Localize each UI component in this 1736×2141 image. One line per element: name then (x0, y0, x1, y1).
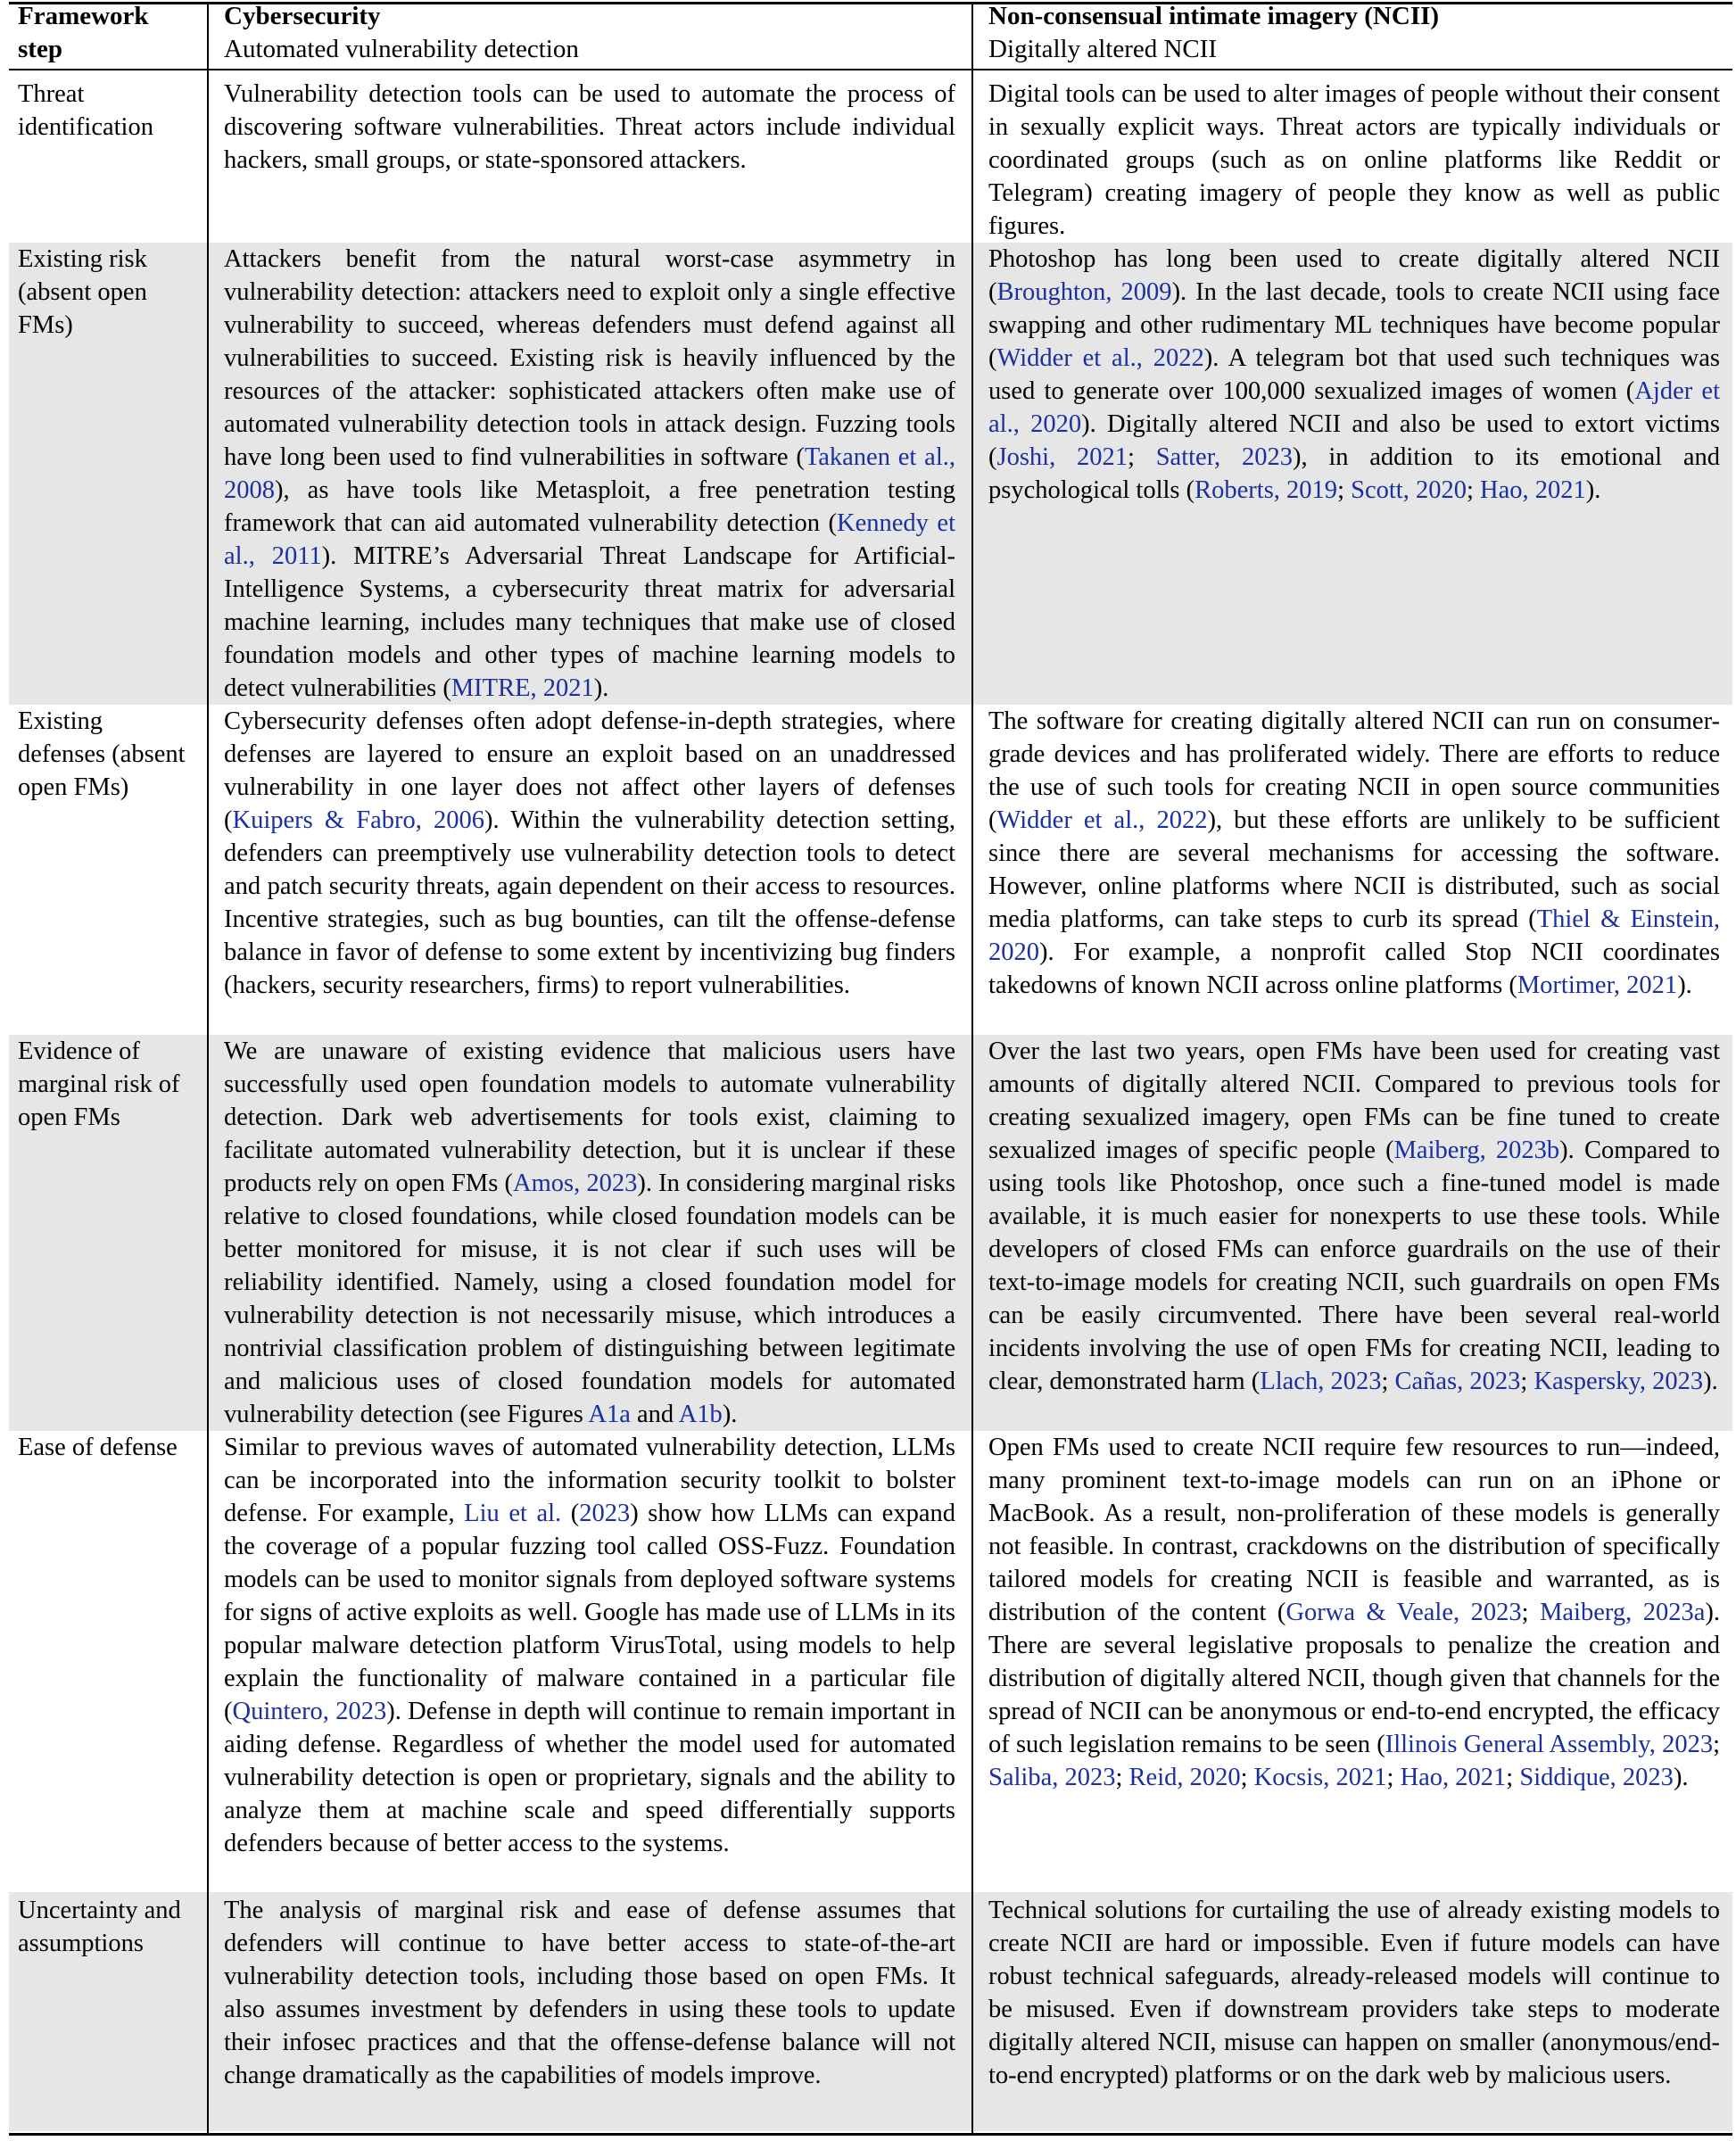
body-text: ) show how LLMs can expand the coverage of a popular fuzzing tool called OSS-Fuzz. Foundation models can be used to monitor signals from deployed software systems for signs of active exploits as well. Google has made use of LLMs in its popular malware detection platform VirusTotal, using models to help explain the functionality of malware contained in a particular file ( (224, 1500, 955, 1725)
row-step-uncertainty: Uncertainty and assumptions (18, 1897, 181, 1957)
row-cyber-threat-identification (224, 78, 955, 177)
column-separator-1 (207, 4, 209, 2133)
column-separator-2 (971, 4, 973, 2133)
body-text: ; (1240, 1764, 1254, 1791)
body-text: Vulnerability detection tools can be used to automate the process of discovering software vulnerabilities. Threat actors include individual hackers, small groups, or state-sponsored attackers. (224, 80, 955, 174)
row-ncii-evidence-marginal-risk (988, 1035, 1720, 1398)
citation-link[interactable]: A1a (588, 1401, 631, 1428)
citation-link[interactable]: A1b (678, 1401, 723, 1428)
citation-link[interactable]: Illinois General Assembly, 2023 (1385, 1731, 1714, 1758)
header-ncii-subtitle: Digitally altered NCII (988, 35, 1218, 63)
body-text: ; (1128, 443, 1156, 471)
row-ncii-ease-of-defense (988, 1431, 1720, 1794)
citation-link[interactable]: Quintero, 2023 (232, 1698, 387, 1725)
header-cybersecurity (224, 0, 955, 66)
row-ncii-existing-defenses (988, 705, 1720, 1002)
body-text: ). (1677, 971, 1692, 999)
row-step-ease-of-defense: Ease of defense (18, 1434, 178, 1461)
citation-link[interactable]: MITRE, 2021 (451, 674, 594, 702)
body-text: Photoshop has long been used to create digitally altered NCII ( (988, 245, 1720, 306)
row-ncii-uncertainty (988, 1894, 1720, 2092)
header-rule (9, 69, 1732, 70)
citation-link[interactable]: Siddique, 2023 (1519, 1764, 1674, 1791)
body-text: ). Digitally altered NCII and also be used to extort victims ( (988, 410, 1720, 471)
row-ncii-existing-risk (988, 243, 1720, 507)
body-text: Digital tools can be used to alter images of people without their consent in sexually explicit ways. Threat actors are typically individuals or coordinated groups (such as on online platforms like Reddit or Telegram) creating imagery of people they know as well as public figures. (988, 80, 1720, 240)
body-text: ). Compared to using tools like Photoshop, once such a fine-tuned model is made available, it is much easier for nonexperts to use these tools. While developers of closed FMs can enforce guardrails on the use of their text-to-image models for creating NCII, such guardrails on open FMs can be easily circumvented. There have been several real-world incidents involving the use of open FMs for creating NCII, leading to clear, demonstrated harm ( (988, 1137, 1720, 1395)
header-ncii (988, 0, 1720, 66)
body-text: ). (1585, 476, 1601, 504)
citation-link[interactable]: Reid, 2020 (1128, 1764, 1241, 1791)
row-ncii-threat-identification (988, 78, 1720, 243)
body-text: and (630, 1401, 679, 1428)
row-step-threat-identification: Threat identification (18, 80, 153, 141)
body-text: ). (1673, 1764, 1689, 1791)
body-text: Over the last two years, open FMs have been used for creating vast amounts of digitally altered NCII. Compared to previous tools for creating sexualized imagery, open FMs can be fine tuned to create sexualized images of specific people ( (988, 1037, 1720, 1164)
body-text: The software for creating digitally altered NCII can run on consumer-grade devices and has proliferated widely. There are efforts to reduce the use of such tools for creating NCII in open source communities ( (988, 707, 1720, 834)
body-text: ). Within the vulnerability detection setting, defenders can preemptively use vulnerability detection tools to detect and patch security threats, again dependent on their access to resources. Incentive strategies, such as bug bounties, can tilt the offense-defense balance in favor of defense to some extent by incentivizing bug finders (hackers, security researchers, firms) to report vulnerabilities. (224, 806, 956, 999)
citation-link[interactable]: Cañas, 2023 (1394, 1368, 1521, 1395)
body-text: ), in addition to its emotional and psychological tolls ( (988, 443, 1721, 504)
citation-link[interactable]: Satter, 2023 (1155, 443, 1293, 471)
body-text: The analysis of marginal risk and ease of defense assumes that defenders will continue to have better access to state-of-the-art vulnerability detection tools, including those based on open FMs. It also assumes investment by defenders in using these tools to update their infosec practices and that the offense-defense balance will not change dramatically as the capabilities of models improve. (224, 1897, 955, 2089)
body-text: ; (1115, 1764, 1129, 1791)
citation-link[interactable]: Saliba, 2023 (988, 1764, 1116, 1791)
row-cyber-existing-risk (224, 243, 955, 705)
citation-link[interactable]: Widder et al., 2022 (996, 806, 1208, 834)
body-text: ). In considering marginal risks relative to closed foundations, while closed foundation models can be better monitored for misuse, it is not clear if such uses will be reliability identified. Namely, using a closed foundation model for vulnerability detection is not necessarily misuse, which introduces a nontrivial classification problem of distinguishing between legitimate and malicious uses of closed foundation models for automated vulnerability detection (see Figures (224, 1170, 955, 1428)
body-text: ; (1713, 1731, 1720, 1758)
row-cyber-uncertainty (224, 1894, 955, 2092)
citation-link[interactable]: Amos, 2023 (512, 1170, 638, 1197)
body-text: ; (1520, 1368, 1534, 1395)
body-text: ; (1337, 476, 1352, 504)
body-text: ( (561, 1500, 580, 1527)
citation-link[interactable]: Hao, 2021 (1400, 1764, 1507, 1791)
row-step-existing-risk: Existing risk (absent open FMs) (18, 245, 147, 339)
body-text: ), but these efforts are unlikely to be sufficient since there are several mechanisms for accessing the software. However, online platforms where NCII is distributed, such as social media platforms, can take steps to curb its spread ( (988, 806, 1720, 933)
body-text: Open FMs used to create NCII require few resources to run—indeed, many prominent text-to-image models can run on an iPhone or MacBook. As a result, non-proliferation of these models is generally not feasible. In contrast, crackdowns on the distribution of specifically tailored models for creating NCII is feasible and warranted, as is distribution of the content ( (988, 1434, 1720, 1626)
bottom-rule (9, 2133, 1732, 2136)
body-text: ). (593, 674, 609, 702)
row-cyber-existing-defenses (224, 705, 955, 1002)
citation-link[interactable]: Broughton, 2009 (996, 278, 1172, 306)
body-text: ). There are several legislative proposals to penalize the creation and distribution of digitally altered NCII, though given that channels for the spread of NCII can be anonymous or end-to-end encrypted, the efficacy of such legislation remains to be seen ( (988, 1599, 1721, 1758)
body-text: ), as have tools like Metasploit, a free penetration testing framework that can aid automated vulnerability detection ( (224, 476, 955, 537)
citation-link[interactable]: Maiberg, 2023a (1540, 1599, 1706, 1626)
body-text: ; (1466, 476, 1480, 504)
row-cyber-ease-of-defense (224, 1431, 955, 1860)
body-text: ). (722, 1401, 738, 1428)
citation-link[interactable]: Ajder et al., 2020 (988, 377, 1720, 438)
citation-link[interactable]: Widder et al., 2022 (996, 344, 1204, 372)
citation-link[interactable]: Joshi, 2021 (996, 443, 1128, 471)
header-ncii-title: Non-consensual intimate imagery (NCII) (988, 2, 1440, 30)
body-text: ). In the last decade, tools to create NCII using face swapping and other rudimentary ML techniques have become popular ( (988, 278, 1720, 372)
citation-link[interactable]: Kaspersky, 2023 (1533, 1368, 1704, 1395)
body-text: ; (1506, 1764, 1520, 1791)
header-step-label: Framework step (18, 2, 149, 63)
citation-link[interactable]: Kuipers & Fabro, 2006 (232, 806, 485, 834)
citation-link[interactable]: Takanen et al., 2008 (224, 443, 955, 504)
citation-link[interactable]: Kocsis, 2021 (1253, 1764, 1387, 1791)
body-text: ). MITRE’s Adversarial Threat Landscape for Artificial-Intelligence Systems, a cybersecurity threat matrix for adversarial machine learning, includes many techniques that make use of closed foundation models and other types of machine learning models to detect vulnerabilities ( (224, 542, 955, 702)
body-text: ). Defense in depth will continue to remain important in aiding defense. Regardless of whether the model used for automated vulnerability detection is open or proprietary, signals and the ability to analyze them at machine scale and speed differentially supports defenders because of better access to the systems. (224, 1698, 955, 1857)
body-text: ; (1386, 1764, 1401, 1791)
citation-link[interactable]: 2023 (579, 1500, 631, 1527)
header-cyber-title: Cybersecurity (224, 2, 381, 30)
body-text: ; (1521, 1599, 1541, 1626)
citation-link[interactable]: Llach, 2023 (1260, 1368, 1382, 1395)
row-step-evidence-marginal-risk: Evidence of marginal risk of open FMs (18, 1037, 180, 1131)
body-text: ). A telegram bot that used such techniques was used to generate over 100,000 sexualized images of women ( (988, 344, 1720, 405)
body-text: ; (1381, 1368, 1395, 1395)
citation-link[interactable]: Liu et al. (464, 1500, 562, 1527)
citation-link[interactable]: Thiel & Einstein, 2020 (988, 905, 1720, 966)
citation-link[interactable]: Gorwa & Veale, 2023 (1285, 1599, 1522, 1626)
header-cyber-subtitle: Automated vulnerability detection (224, 35, 579, 63)
header-framework-step (18, 0, 187, 66)
body-text: Attackers benefit from the natural worst-case asymmetry in vulnerability detection: attackers need to exploit only a single effective vulnerability to succeed, whereas defenders must defend against all vulnerabilities to succeed. Existing risk is heavily influenced by the resources of the attacker: sophisticated attackers often make use of automated vulnerability detection tools in attack design. Fuzzing tools have long been used to find vulnerabilities in software ( (224, 245, 955, 471)
body-text: ). For example, a nonprofit called Stop NCII coordinates takedowns of known NCII across online platforms ( (988, 938, 1720, 999)
row-step-existing-defenses: Existing defenses (absent open FMs) (18, 707, 186, 801)
body-text: Cybersecurity defenses often adopt defense-in-depth strategies, where defenses are layered to ensure an exploit based on an unaddressed vulnerability in one layer does not affect other layers of defenses ( (224, 707, 955, 834)
citation-link[interactable]: Roberts, 2019 (1195, 476, 1338, 504)
citation-link[interactable]: Mortimer, 2021 (1517, 971, 1678, 999)
body-text: We are unaware of existing evidence that malicious users have successfully used open foundation models to automate vulnerability detection. Dark web advertisements for tools exist, claiming to facilitate automated vulnerability detection, but it is unclear if these products rely on open FMs ( (224, 1037, 955, 1197)
row-cyber-evidence-marginal-risk (224, 1035, 955, 1431)
citation-link[interactable]: Scott, 2020 (1351, 476, 1467, 504)
citation-link[interactable]: Maiberg, 2023b (1393, 1137, 1560, 1164)
citation-link[interactable]: Hao, 2021 (1480, 476, 1586, 504)
body-text: Technical solutions for curtailing the use of already existing models to create NCII are hard or impossible. Even if future models can have robust technical safeguards, already-released models will continue to be misused. Even if downstream providers take steps to moderate digitally altered NCII, misuse can happen on smaller (anonymous/end-to-end encrypted) platforms or on the dark web by malicious users. (988, 1897, 1720, 2089)
body-text: ). (1703, 1368, 1718, 1395)
citation-link[interactable]: Kennedy et al., 2011 (224, 509, 955, 570)
body-text: Similar to previous waves of automated vulnerability detection, LLMs can be incorporated into the information security toolkit to bolster defense. For example, (224, 1434, 955, 1527)
